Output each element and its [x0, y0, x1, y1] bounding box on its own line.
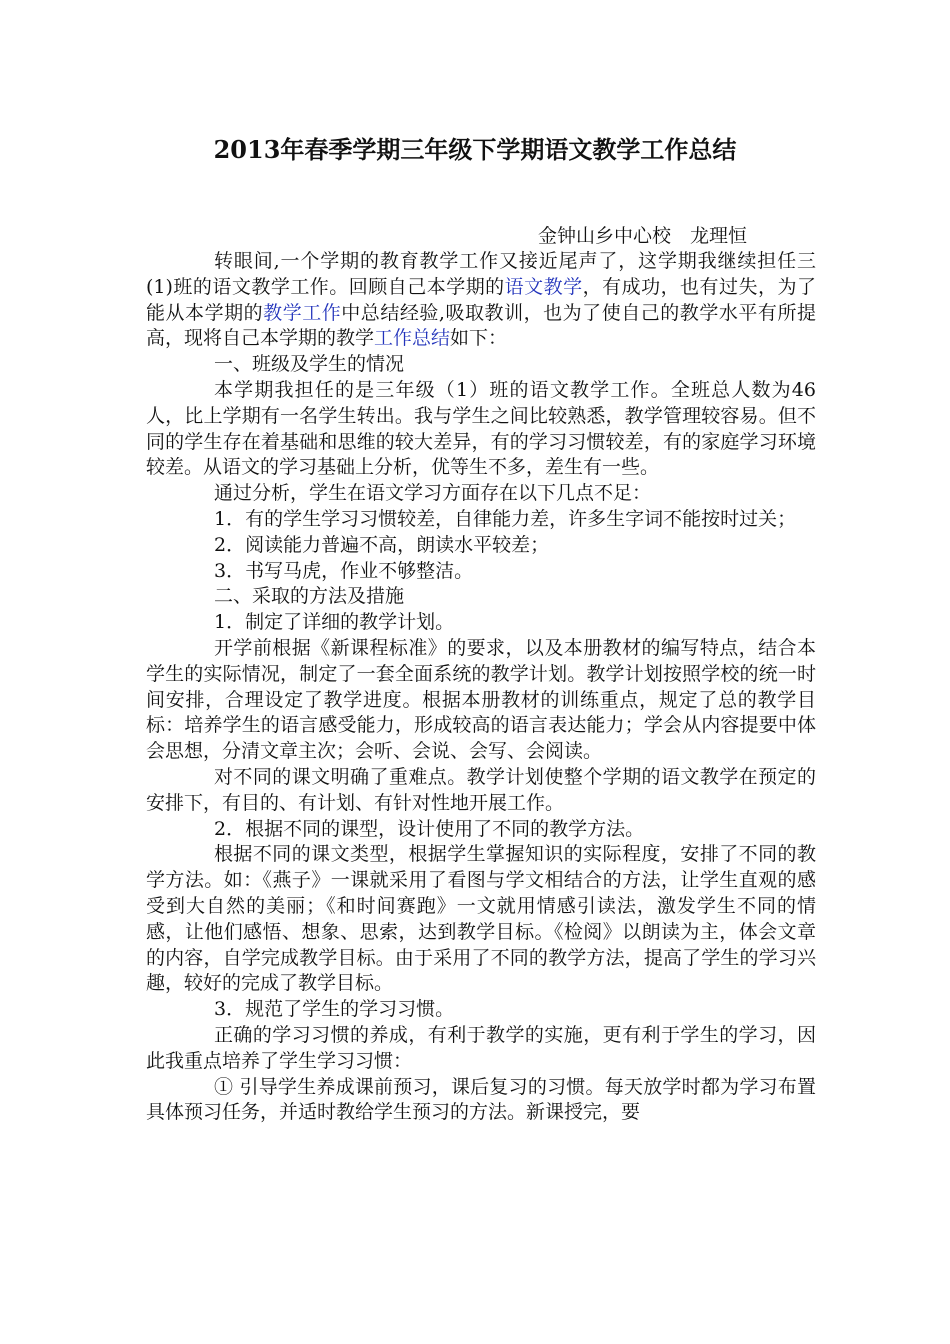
link-teaching-work[interactable]: 教学工作 — [263, 301, 342, 324]
paragraph-habits: 正确的学习习惯的养成，有利于教学的实施，更有利于学生的学习，因此我重点培养了学生学习习惯： — [146, 1023, 816, 1072]
paragraph-class-info: 本学期我担任的是三年级（1）班的语文教学工作。全班总人数为46人，比上学期有一名学生转出。我与学生之间比较熟悉，教学管理较容易。但不同的学生存在着基础和思维的较大差异，有的学习习惯较差，有的家庭学习环境较差。从语文的学习基础上分析，优等生不多，差生有一些。 — [146, 378, 816, 479]
paragraph-key-points: 对不同的课文明确了重难点。教学计划使整个学期的语文教学在预定的安排下，有目的、有计划、有针对性地开展工作。 — [146, 765, 816, 814]
paragraph-habit-1: ① 引导学生养成课前预习，课后复习的习惯。每天放学时都为学习布置具体预习任务，并适时教给学生预习的方法。新课授完，要 — [146, 1075, 816, 1124]
paragraph-methods: 根据不同的课文类型，根据学生掌握知识的实际程度，安排了不同的教学方法。如：《燕子》一课就采用了看图与学文相结合的方法，让学生直观的感受到大自然的美丽；《和时间赛跑》一文就用情感引读法，激发学生不同的情感，让他们感悟、想象、思索，达到教学目标。《检阅》以朗读为主，体会文章的内容，自学完成教学目标。由于采用了不同的教学方法，提高了学生的学习兴趣，较好的完成了教学目标。 — [146, 843, 816, 995]
intro-text-4: 如下： — [450, 327, 508, 350]
list-item-weakness-3: 3．书写马虎，作业不够整洁。 — [214, 559, 474, 582]
subheading-habits: 3．规范了学生的学习习惯。 — [214, 998, 455, 1021]
document-title: 2013年春季学期三年级下学期语文教学工作总结 — [213, 135, 737, 164]
paragraph-plan: 开学前根据《新课程标准》的要求，以及本册教材的编写特点，结合本学生的实际情况，制定了一套全面系统的教学计划。教学计划按照学校的统一时间安排，合理设定了教学进度。根据本册教材的训练重点，规定了总的教学目标：培养学生的语言感受能力，形成较高的语言表达能力；学会从内容提要中体会思想，分清文章主次；会听、会说、会写、会阅读。 — [146, 636, 816, 763]
section-heading-methods: 二、采取的方法及措施 — [214, 585, 405, 608]
paragraph-analysis: 通过分析，学生在语文学习方面存在以下几点不足： — [214, 482, 652, 505]
list-item-weakness-1: 1．有的学生学习习惯较差，自律能力差，许多生字词不能按时过关； — [214, 507, 797, 530]
intro-paragraph — [146, 249, 816, 352]
subheading-plan: 1．制定了详细的教学计划。 — [214, 611, 455, 634]
document-body — [146, 249, 816, 1126]
subheading-methods: 2．根据不同的课型，设计使用了不同的教学方法。 — [214, 817, 645, 840]
intro-text-3: 中总结经验,吸取教训，也为了使自己的教学水平有所提高，现将自己本学期的教学 — [146, 301, 816, 350]
section-heading-class-info: 一、班级及学生的情况 — [214, 353, 405, 376]
intro-text-1: 转眼间,一个学期的教育教学工作又接近尾声了，这学期我继续担任三(1)班的语文教学工作。回顾自己本学期的 — [146, 250, 816, 298]
author-line: 金钟山乡中心校 龙理恒 — [538, 225, 748, 247]
link-work-summary[interactable]: 工作总结 — [374, 327, 451, 350]
list-item-weakness-2: 2．阅读能力普遍不高，朗读水平较差； — [214, 533, 550, 556]
intro-text-2: ，有成功，也有过失，为了能从本学期的 — [146, 275, 816, 324]
link-chinese-teaching[interactable]: 语文教学 — [504, 275, 583, 298]
